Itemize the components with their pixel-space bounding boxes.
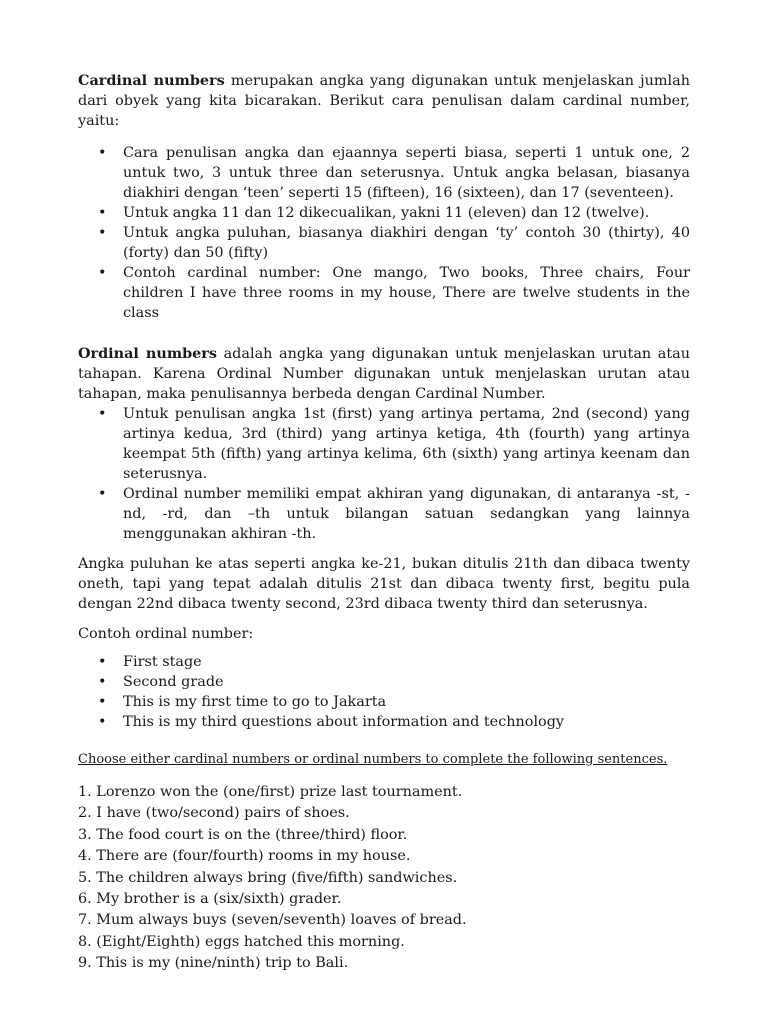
cardinal-bullet-list [78, 143, 690, 323]
exercise-item: 3. The food court is on the (three/third) floor. [78, 826, 408, 843]
ordinal-paragraph: Angka puluhan ke atas seperti angka ke-21, bukan ditulis 21th dan dibaca twenty oneth, tapi yang tepat adalah ditulis 21st dan dibaca twenty first, begitu pula dengan 22nd dibaca twenty second, 23rd dibaca twenty third dan seterusnya. [78, 556, 690, 612]
ordinal-examples-list [78, 652, 690, 732]
ordinal-bullet-list [78, 404, 690, 544]
exercise-item: 9. This is my (nine/ninth) trip to Bali. [78, 955, 349, 972]
exercise-item: 1. Lorenzo won the (one/first) prize last tournament. [78, 784, 463, 800]
exercise-item: 5. The children always bring (five/fifth) sandwiches. [78, 869, 458, 886]
document-page [78, 71, 690, 975]
list-item: • Cara penulisan angka dan ejaannya seperti biasa, seperti 1 untuk one, 2 untuk two, 3 untuk three dan seterusnya. Untuk angka belasan, biasanya diakhiri dengan ‘teen’ seperti 15 (fifteen), 16 (sixteen), dan 17 (seventeen). [78, 143, 690, 203]
exercise-list [78, 782, 690, 975]
list-item: • Second grade [78, 672, 690, 692]
examples-label: Contoh ordinal number: [78, 626, 254, 642]
ordinal-intro [78, 344, 690, 404]
list-item: • This is my third questions about information and technology [78, 712, 690, 732]
exercise-item: 8. (Eight/Eighth) eggs hatched this morning. [78, 933, 405, 950]
list-item: • Ordinal number memiliki empat akhiran yang digunakan, di antaranya -st, -nd, -rd, dan –th untuk bilangan satuan sedangkan yang lainnya menggunakan akhiran -th. [78, 484, 690, 544]
ordinal-intro-text: adalah angka yang digunakan untuk menjelaskan urutan atau tahapan. Karena Ordinal Number digunakan untuk menjelaskan urutan atau tahapan, maka penulisannya berbeda dengan Cardinal Number. [78, 346, 690, 402]
cardinal-intro-text: merupakan angka yang digunakan untuk menjelaskan jumlah dari obyek yang kita bicarakan. Berikut cara penulisan dalam cardinal number, yaitu: [78, 73, 690, 129]
list-item: • Untuk penulisan angka 1st (first) yang artinya pertama, 2nd (second) yang artinya kedua, 3rd (third) yang artinya ketiga, 4th (fourth) yang artinya keempat 5th (fifth) yang artinya kelima, 6th (sixth) yang artinya keenam dan seterusnya. [78, 404, 690, 484]
list-item: • Contoh cardinal number: One mango, Two books, Three chairs, Four children I have three rooms in my house, There are twelve students in the class [78, 263, 690, 323]
ordinal-heading: Ordinal numbers [78, 345, 217, 362]
cardinal-intro [78, 71, 690, 131]
exercise-instruction: Choose either cardinal numbers or ordinal numbers to complete the following sentences. [78, 752, 668, 767]
exercise-item: 2. I have (two/second) pairs of shoes. [78, 805, 350, 822]
exercise-item: 4. There are (four/fourth) rooms in my house. [78, 848, 411, 865]
list-item: • This is my first time to go to Jakarta [78, 692, 690, 712]
exercise-item: 6. My brother is a (six/sixth) grader. [78, 891, 342, 908]
list-item: • First stage [78, 652, 690, 672]
list-item: • Untuk angka 11 dan 12 dikecualikan, yakni 11 (eleven) dan 12 (twelve). [78, 203, 690, 223]
exercise-item: 7. Mum always buys (seven/seventh) loaves of bread. [78, 912, 467, 929]
cardinal-heading: Cardinal numbers [78, 72, 225, 89]
list-item: • Untuk angka puluhan, biasanya diakhiri dengan ‘ty’ contoh 30 (thirty), 40 (forty) dan 50 (fifty) [78, 223, 690, 263]
